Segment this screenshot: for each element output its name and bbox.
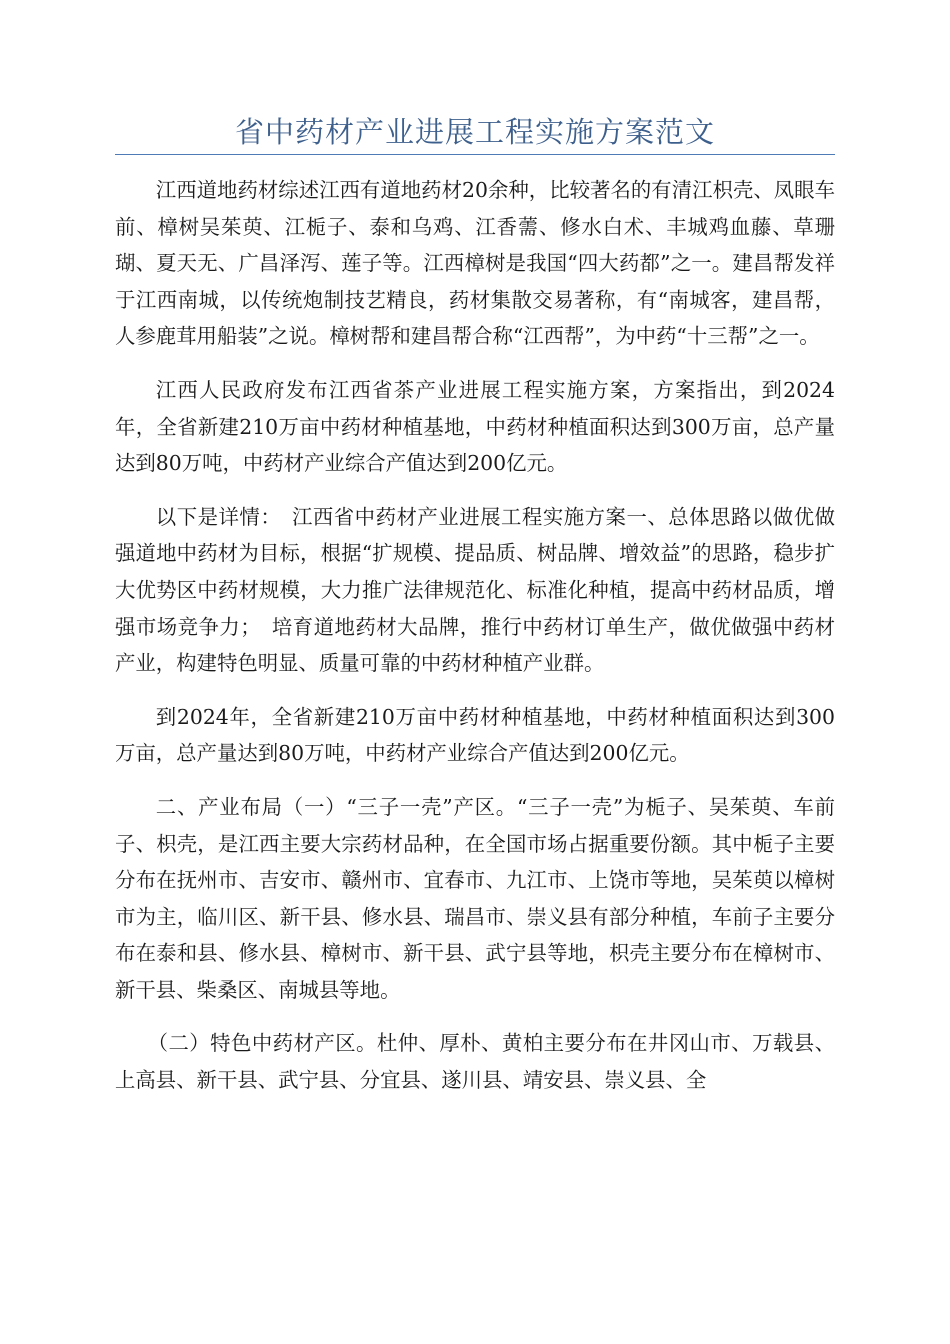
- document-body: [115, 172, 835, 1116]
- paragraph-industry-layout: 二、产业布局（一）“三子一壳”产区。“三子一壳”为栀子、吴茱萸、车前子、枳壳，是江西主要大宗药材品种，在全国市场占据重要份额。其中栀子主要分布在抚州市、吉安市、赣州市、宜春市、九江市、上饶市等地，吴茱萸以樟树市为主，临川区、新干县、修水县、瑞昌市、崇义县有部分种植，车前子主要分布在泰和县、修水县、樟树市、新干县、武宁县等地，枳壳主要分布在樟树市、新干县、柴桑区、南城县等地。: [115, 794, 835, 1002]
- document-title: 省中药材产业进展工程实施方案范文: [234, 115, 715, 149]
- title-underline: [115, 154, 835, 155]
- paragraph-announcement: 江西人民政府发布江西省茶产业进展工程实施方案，方案指出，到2024年，全省新建210万亩中药材种植基地，中药材种植面积达到300万亩，总产量达到80万吨，中药材产业综合产值达到200亿元。: [115, 377, 835, 476]
- paragraph-overview: 江西道地药材综述江西有道地药材20余种，比较著名的有清江枳壳、凤眼车前、樟树吴茱萸、江栀子、泰和乌鸡、江香薷、修水白术、丰城鸡血藤、草珊瑚、夏天无、广昌泽泻、莲子等。江西樟树是我国“四大药都”之一。建昌帮发祥于江西南城，以传统炮制技艺精良，药材集散交易著称，有“南城客，建昌帮，人参鹿茸用船装”之说。樟树帮和建昌帮合称“江西帮”，为中药“十三帮”之一。: [115, 178, 835, 349]
- paragraph-targets: 到2024年，全省新建210万亩中药材种植基地，中药材种植面积达到300万亩，总产量达到80万吨，中药材产业综合产值达到200亿元。: [115, 704, 835, 766]
- paragraph-details: 以下是详情： 江西省中药材产业进展工程实施方案一、总体思路以做优做强道地中药材为目标，根据“扩规模、提品质、树品牌、增效益”的思路，稳步扩大优势区中药材规模，大力推广法律规范化、标准化种植，提高中药材品质，增强市场竞争力； 培育道地药材大品牌，推行中药材订单生产，做优做强中药材产业，构建特色明显、质量可靠的中药材种植产业群。: [115, 504, 835, 676]
- paragraph-specialty-regions: （二）特色中药材产区。杜仲、厚朴、黄柏主要分布在井冈山市、万载县、上高县、新干县、武宁县、分宜县、遂川县、靖安县、崇义县、全: [115, 1031, 835, 1093]
